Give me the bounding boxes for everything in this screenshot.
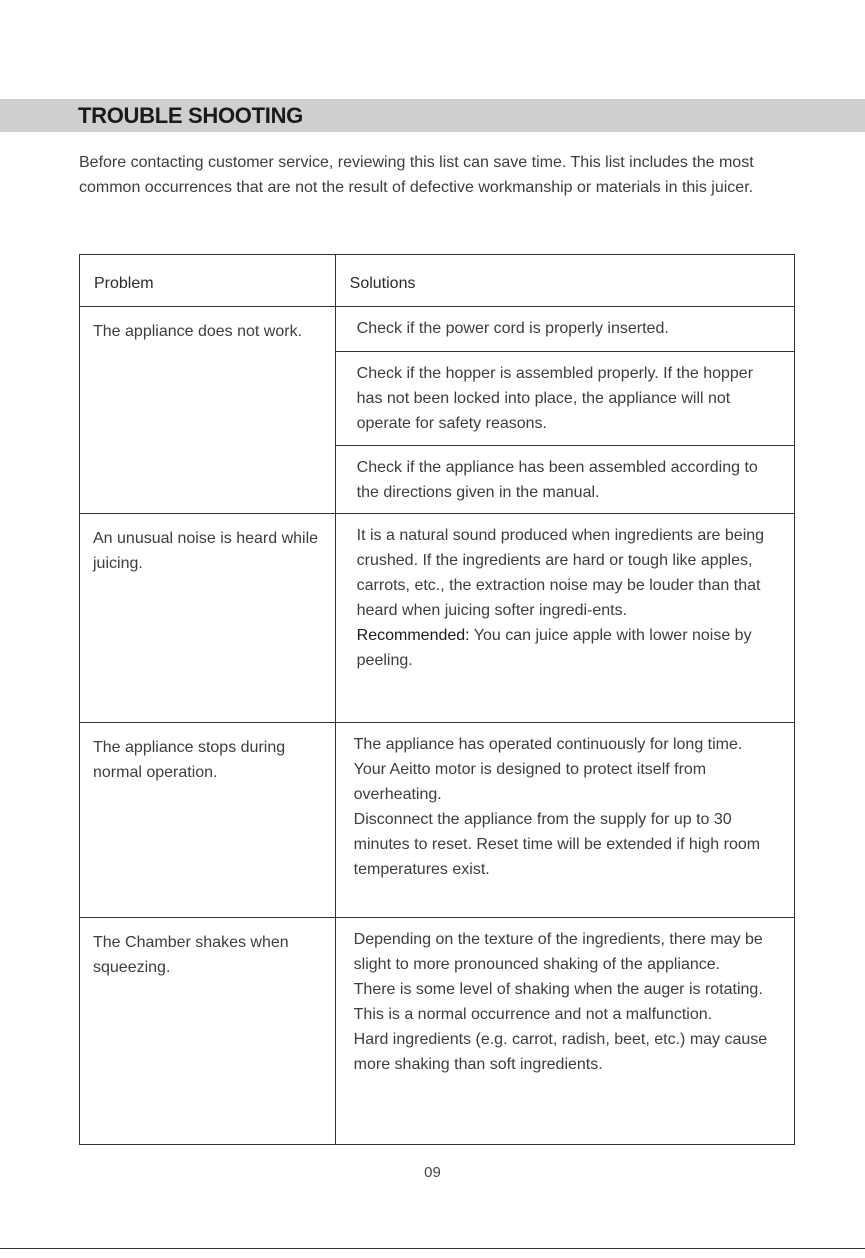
table-header-row <box>80 255 795 307</box>
problem-column-header: Problem <box>80 255 336 307</box>
bottom-divider <box>0 1248 865 1249</box>
problem-cell <box>80 514 336 723</box>
solution-line: The appliance has operated continuously for long time. <box>353 736 743 753</box>
solution-text: Check if the power cord is properly inserted. <box>356 320 669 337</box>
solution-cell <box>335 352 794 446</box>
table-row <box>80 918 795 1145</box>
solution-cell <box>335 514 794 723</box>
solution-text: Check if the hopper is assembled properly. If the hopper has not been locked into place, the appliance will not operate for safety reasons. <box>356 365 754 432</box>
problem-cell <box>80 307 336 514</box>
solution-cell <box>335 307 794 352</box>
recommended-label: Recommended: <box>356 627 470 644</box>
solution-line: Your Aeitto motor is designed to protect itself from overheating. <box>353 761 707 803</box>
solution-text: It is a natural sound produced when ingredients are being crushed. If the ingredients are hard or tough like apples, carrots, etc., the extraction noise may be louder than that heard when juicing softer ingredi-ents. <box>356 527 765 619</box>
solution-text: Check if the appliance has been assembled according to the directions given in the manual. <box>356 459 758 501</box>
recommended-text: You can juice apple with lower noise by peeling. <box>356 627 752 669</box>
solution-line: Depending on the texture of the ingredients, there may be slight to more pronounced shaking of the appliance. <box>353 931 763 973</box>
solution-cell <box>335 723 794 918</box>
table-row <box>80 514 795 723</box>
solutions-column-header: Solutions <box>335 255 794 307</box>
problem-text: An unusual noise is heard while juicing. <box>93 530 319 572</box>
solution-cell <box>335 446 794 514</box>
problem-text: The appliance does not work. <box>93 323 303 340</box>
solution-cell <box>335 918 794 1145</box>
table-row <box>80 723 795 918</box>
problem-cell <box>80 723 336 918</box>
section-title: TROUBLE SHOOTING <box>78 103 303 128</box>
solution-line: Disconnect the appliance from the supply for up to 30 minutes to reset. Reset time will be extended if high room temperatures exist. <box>353 811 761 878</box>
solution-line: Hard ingredients (e.g. carrot, radish, beet, etc.) may cause more shaking than soft ingredients. <box>353 1031 768 1073</box>
intro-paragraph: Before contacting customer service, reviewing this list can save time. This list includes the most common occurrences that are not the result of defective workmanship or materials in this juicer. <box>79 154 754 196</box>
problem-text: The Chamber shakes when squeezing. <box>93 934 289 976</box>
table-row <box>80 307 795 352</box>
page-number: 09 <box>424 1164 441 1181</box>
problem-cell <box>80 918 336 1145</box>
troubleshooting-table <box>79 254 795 1145</box>
problem-text: The appliance stops during normal operation. <box>93 739 286 781</box>
solution-line: There is some level of shaking when the auger is rotating. This is a normal occurrence and not a malfunction. <box>353 981 763 1023</box>
